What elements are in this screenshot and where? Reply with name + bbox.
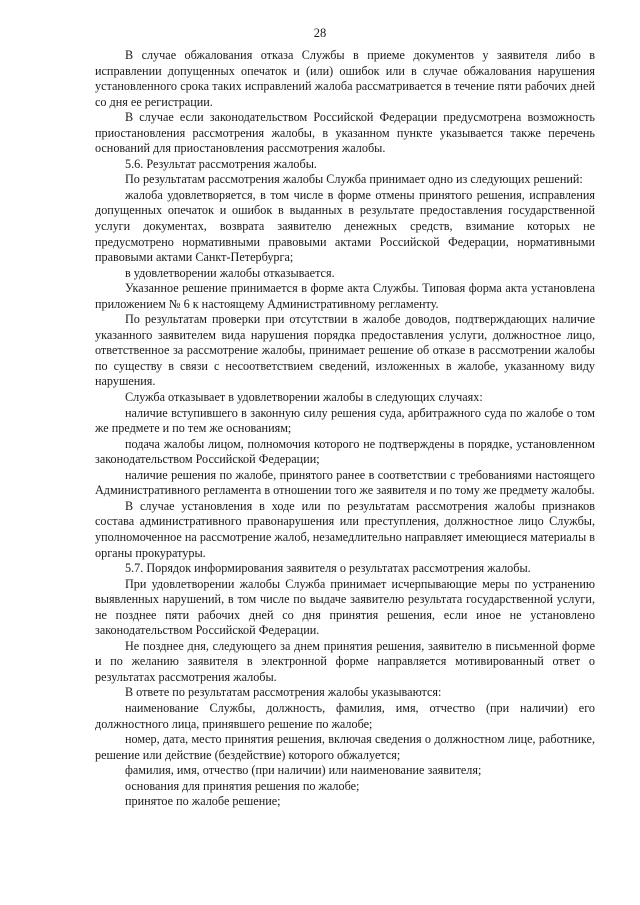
list-item: в удовлетворении жалобы отказывается.	[125, 265, 335, 280]
section-heading: 5.6. Результат рассмотрения жалобы.	[125, 156, 317, 171]
list-item: наличие решения по жалобе, принятого ранее в соответствии с требованиями настоящего Административного регламента в отношении того же заявителя и по тому же предмету жалобы.	[95, 467, 595, 498]
list-item: наименование Службы, должность, фамилия, имя, отчество (при наличии) его должностного лица, принявшего решение по жалобе;	[95, 700, 595, 731]
paragraph: По результатам проверки при отсутствии в жалобе доводов, подтверждающих наличие указанного заявителем вида нарушения порядка предоставления услуги, должностное лицо, ответственное за рассмотрение жалобы, принимает решение об отказе в рассмотрении жалобы по существу в связи с несоответствием сведений, изложенных в жалобе, указанному виду нарушения.	[95, 312, 595, 389]
document-body	[95, 48, 595, 810]
paragraph: Указанное решение принимается в форме акта Службы. Типовая форма акта установлена приложением № 6 к настоящему Административному регламенту.	[95, 281, 595, 311]
list-item: наличие вступившего в законную силу решения суда, арбитражного суда по жалобе о том же предмете и по тем же основаниям;	[95, 405, 595, 436]
section-heading: 5.7. Порядок информирования заявителя о результатах рассмотрения жалобы.	[125, 561, 531, 576]
list-item: основания для принятия решения по жалобе;	[125, 778, 360, 793]
paragraph: При удовлетворении жалобы Служба принимает исчерпывающие меры по устранению выявленных нарушений, в том числе по выдаче заявителю результата государственной услуги, не позднее пяти рабочих дней со дня принятия решения, если иное не установлено законодательством Российской Федерации.	[95, 576, 595, 638]
paragraph: Служба отказывает в удовлетворении жалобы в следующих случаях:	[125, 390, 483, 405]
paragraph: Не позднее дня, следующего за днем принятия решения, заявителю в письменной форме и по желанию заявителя в электронной форме направляется мотивированный ответ о результатах рассмотрения жалобы.	[95, 638, 595, 684]
list-item: номер, дата, место принятия решения, включая сведения о должностном лице, работнике, решение или действие (бездействие) которого обжалуется;	[95, 732, 595, 762]
paragraph: В случае установления в ходе или по результатам рассмотрения жалобы признаков состава административного правонарушения или преступления, должностное лицо Службы, уполномоченное на рассмотрение жалоб, незамедлительно направляет имеющиеся материалы в органы прокуратуры.	[95, 498, 595, 560]
list-item: фамилия, имя, отчество (при наличии) или наименование заявителя;	[125, 763, 482, 778]
list-item: принятое по жалобе решение;	[125, 794, 281, 809]
paragraph: В ответе по результатам рассмотрения жалобы указываются:	[125, 685, 442, 700]
paragraph: В случае обжалования отказа Службы в приеме документов у заявителя либо в исправлении допущенных опечаток и (или) ошибок или в случае обжалования нарушения установленного срока таких исправлений жалоба рассматривается в течение пяти рабочих дней со дня ее регистрации.	[95, 48, 595, 109]
list-item: жалоба удовлетворяется, в том числе в форме отмены принятого решения, исправления допущенных опечаток и ошибок в выданных в результате предоставления государственной услуги документах, возврата заявителю денежных средств, взимание которых не предусмотрено нормативными правовыми актами Российской Федерации, нормативными правовыми актами Санкт-Петербурга;	[95, 187, 595, 265]
paragraph: По результатам рассмотрения жалобы Служба принимает одно из следующих решений:	[125, 172, 583, 187]
paragraph: В случае если законодательством Российской Федерации предусмотрена возможность приостановления рассмотрения жалобы, в указанном пункте указывается также перечень оснований для приостановления рассмотрения жалобы.	[95, 110, 595, 156]
list-item: подача жалобы лицом, полномочия которого не подтверждены в порядке, установленном законодательством Российской Федерации;	[95, 436, 595, 467]
page-number: 28	[313, 26, 327, 40]
